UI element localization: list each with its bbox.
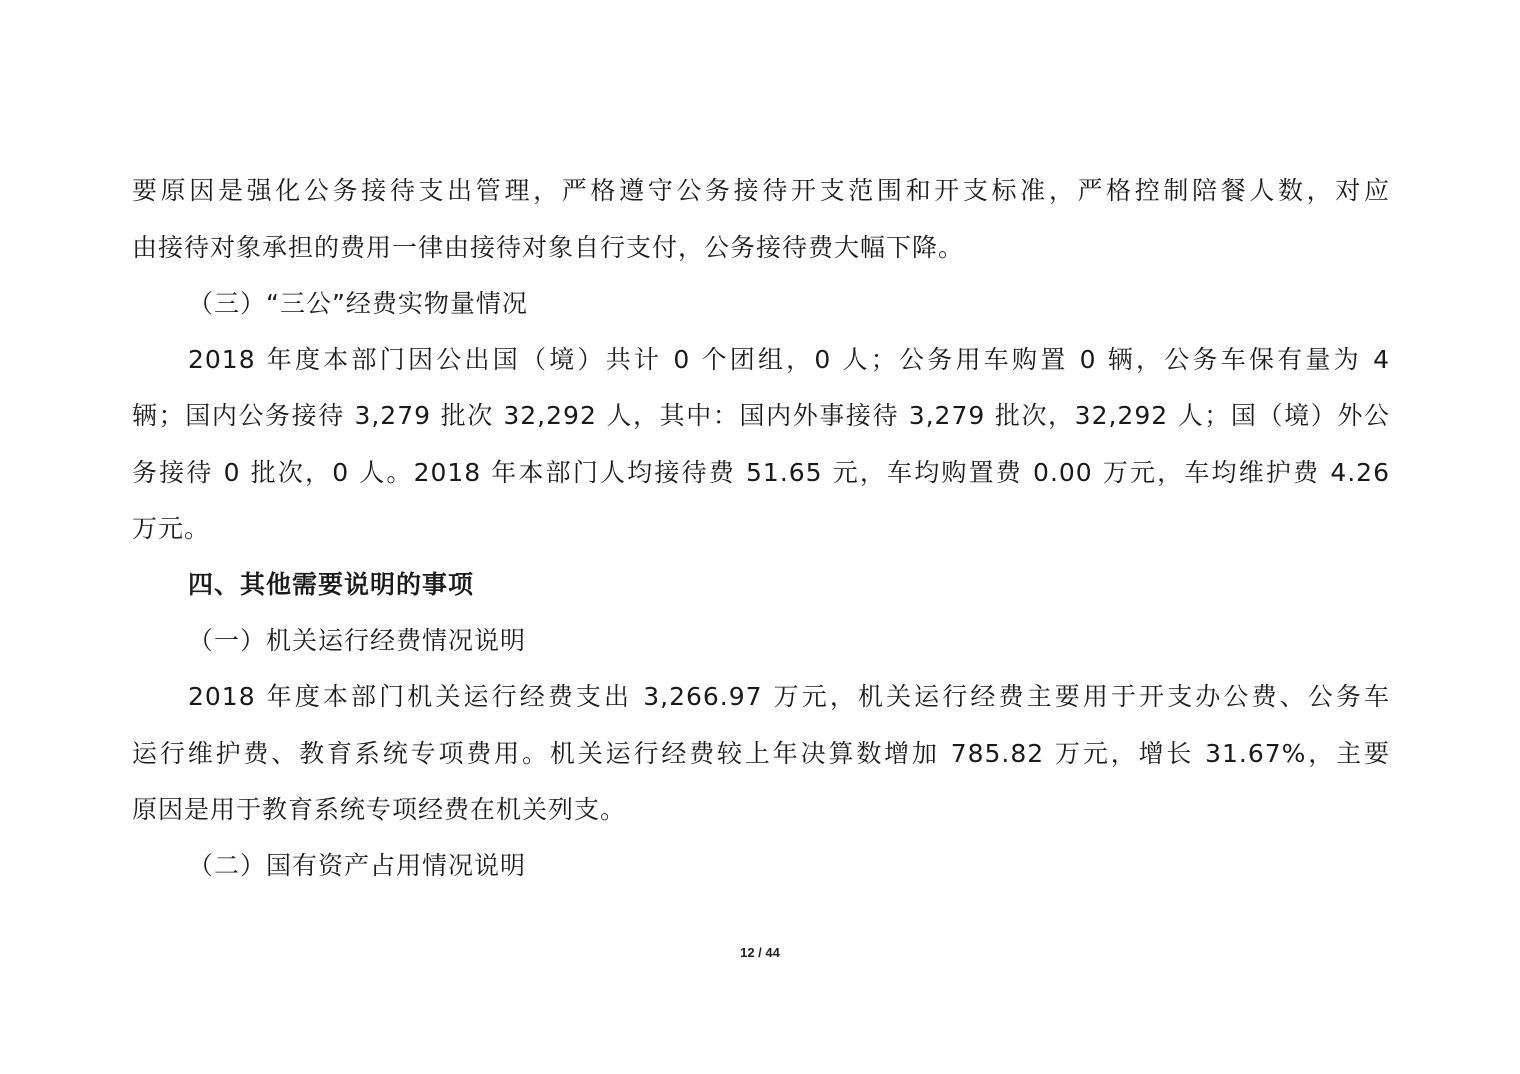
section-heading-3: （三）“三公”经费实物量情况 [188, 289, 528, 318]
paragraph-line: 运行维护费、教育系统专项费用。机关运行经费较上年决算数增加 785.82 万元，增长 31.67%，主要 [132, 739, 1390, 768]
paragraph-line: 务接待 0 批次，0 人。2018 年本部门人均接待费 51.65 元，车均购置费 0.00 万元，车均维护费 4.26 [132, 458, 1390, 487]
paragraph-line: 原因是用于教育系统专项经费在机关列支。 [132, 795, 627, 824]
section-heading-4: 四、其他需要说明的事项 [188, 570, 475, 599]
paragraph-line: 2018 年度本部门因公出国（境）共计 0 个团组，0 人；公务用车购置 0 辆，公务车保有量为 4 [188, 345, 1390, 374]
paragraph-line: 辆；国内公务接待 3,279 批次 32,292 人，其中：国内外事接待 3,279 批次，32,292 人；国（境）外公 [132, 401, 1390, 430]
subsection-heading-2: （二）国有资产占用情况说明 [188, 851, 527, 880]
paragraph-line: 2018 年度本部门机关运行经费支出 3,266.97 万元，机关运行经费主要用于开支办公费、公务车 [188, 682, 1390, 711]
paragraph-line: 要原因是强化公务接待支出管理，严格遵守公务接待开支范围和开支标准，严格控制陪餐人数，对应 [132, 176, 1390, 205]
page-number: 12 / 44 [740, 945, 780, 960]
paragraph-line: 由接待对象承担的费用一律由接待对象自行支付，公务接待费大幅下降。 [132, 233, 965, 262]
paragraph-line: 万元。 [132, 514, 211, 543]
subsection-heading-1: （一）机关运行经费情况说明 [188, 626, 527, 655]
